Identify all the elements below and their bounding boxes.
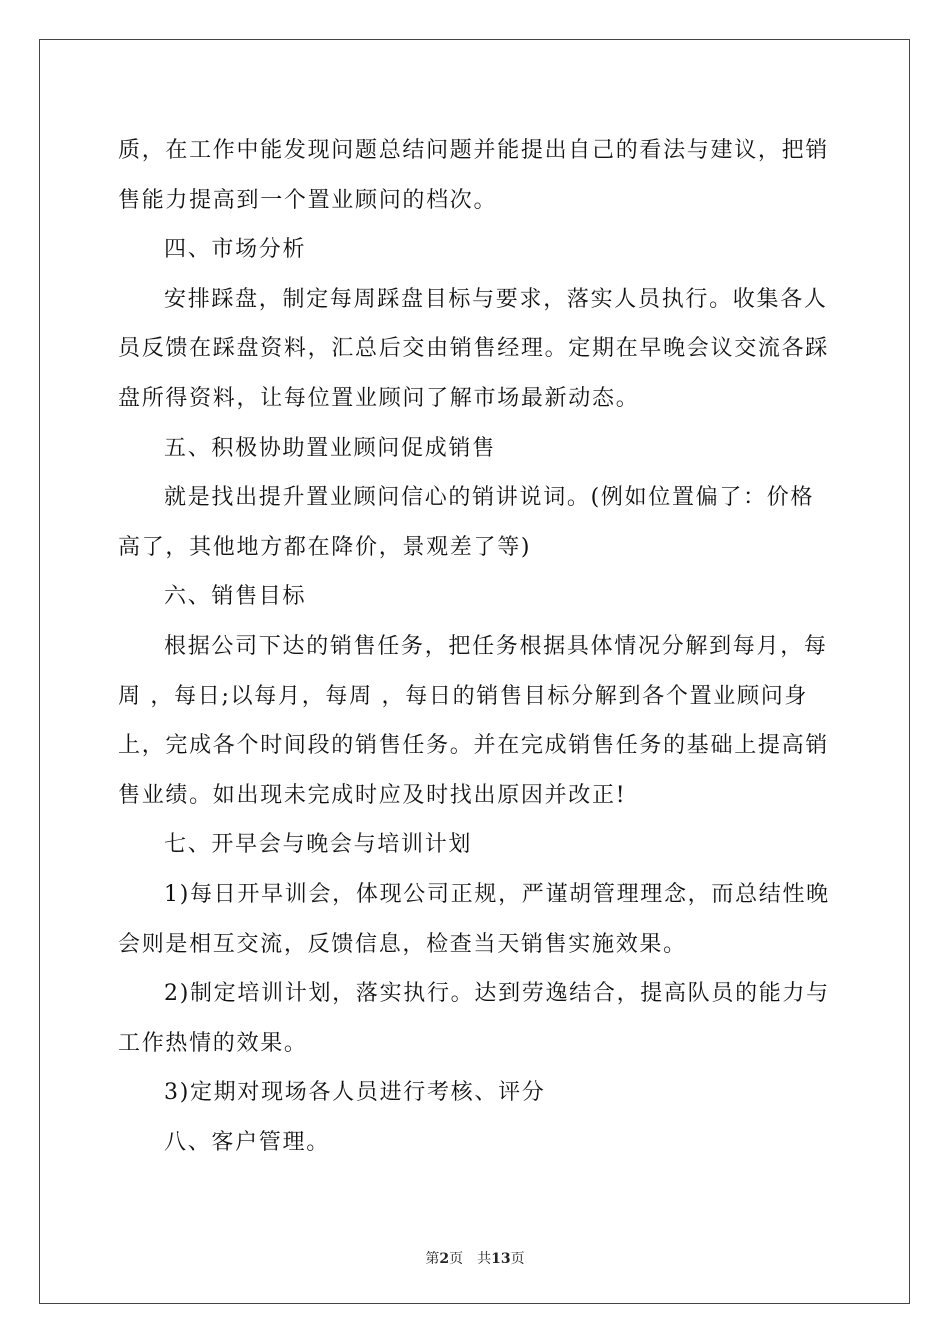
footer-total-prefix: 共 <box>477 1251 492 1267</box>
body-line-11: 根据公司下达的销售任务，把任务根据具体情况分解到每月，每 <box>164 633 828 659</box>
section-heading-customer-management: 八、客户管理。 <box>164 1129 330 1155</box>
body-line-12: 周 ，每日;以每月，每周 ，每日的销售目标分解到各个置业顾问身 <box>118 683 809 709</box>
document-body <box>118 126 838 1167</box>
footer-page-number: 2 <box>439 1251 450 1267</box>
section-heading-market-analysis: 四、市场分析 <box>164 237 307 263</box>
body-line-14: 售业绩。如出现未完成时应及时找出原因并改正! <box>118 782 627 808</box>
section-heading-sales-target: 六、销售目标 <box>164 584 307 610</box>
footer-total-suffix: 页 <box>510 1251 525 1267</box>
footer-page-prefix: 第 <box>425 1251 440 1267</box>
body-line-17: 会则是相互交流，反馈信息，检查当天销售实施效果。 <box>118 931 687 957</box>
body-line-5: 员反馈在踩盘资料，汇总后交由销售经理。定期在早晚会议交流各踩 <box>118 336 830 362</box>
body-line-16: 1)每日开早训会，体现公司正规，严谨胡管理理念，而总结性晚 <box>164 881 830 907</box>
body-line-1: 质，在工作中能发现问题总结问题并能提出自己的看法与建议，把销 <box>118 138 830 163</box>
body-line-19: 工作热情的效果。 <box>118 1030 308 1056</box>
body-line-4: 安排踩盘，制定每周踩盘目标与要求，落实人员执行。收集各人 <box>164 286 828 312</box>
footer-page-suffix: 页 <box>449 1251 464 1267</box>
body-line-9: 高了，其他地方都在降价，景观差了等) <box>118 534 532 560</box>
page-footer <box>0 1248 950 1268</box>
section-heading-assist-sales: 五、积极协助置业顾问促成销售 <box>164 435 496 461</box>
section-heading-meetings-training: 七、开早会与晚会与培训计划 <box>164 832 473 858</box>
body-line-13: 上，完成各个时间段的销售任务。并在完成销售任务的基础上提高销 <box>118 733 830 759</box>
footer-total-pages: 13 <box>491 1251 511 1267</box>
body-line-8: 就是找出提升置业顾问信心的销讲说词。(例如位置偏了：价格 <box>164 485 815 511</box>
body-line-18: 2)制定培训计划，落实执行。达到劳逸结合，提高队员的能力与 <box>164 981 830 1007</box>
body-line-20: 3)定期对现场各人员进行考核、评分 <box>164 1080 546 1106</box>
body-line-6: 盘所得资料，让每位置业顾问了解市场最新动态。 <box>118 385 640 411</box>
body-line-2: 售能力提高到一个置业顾问的档次。 <box>118 187 498 213</box>
